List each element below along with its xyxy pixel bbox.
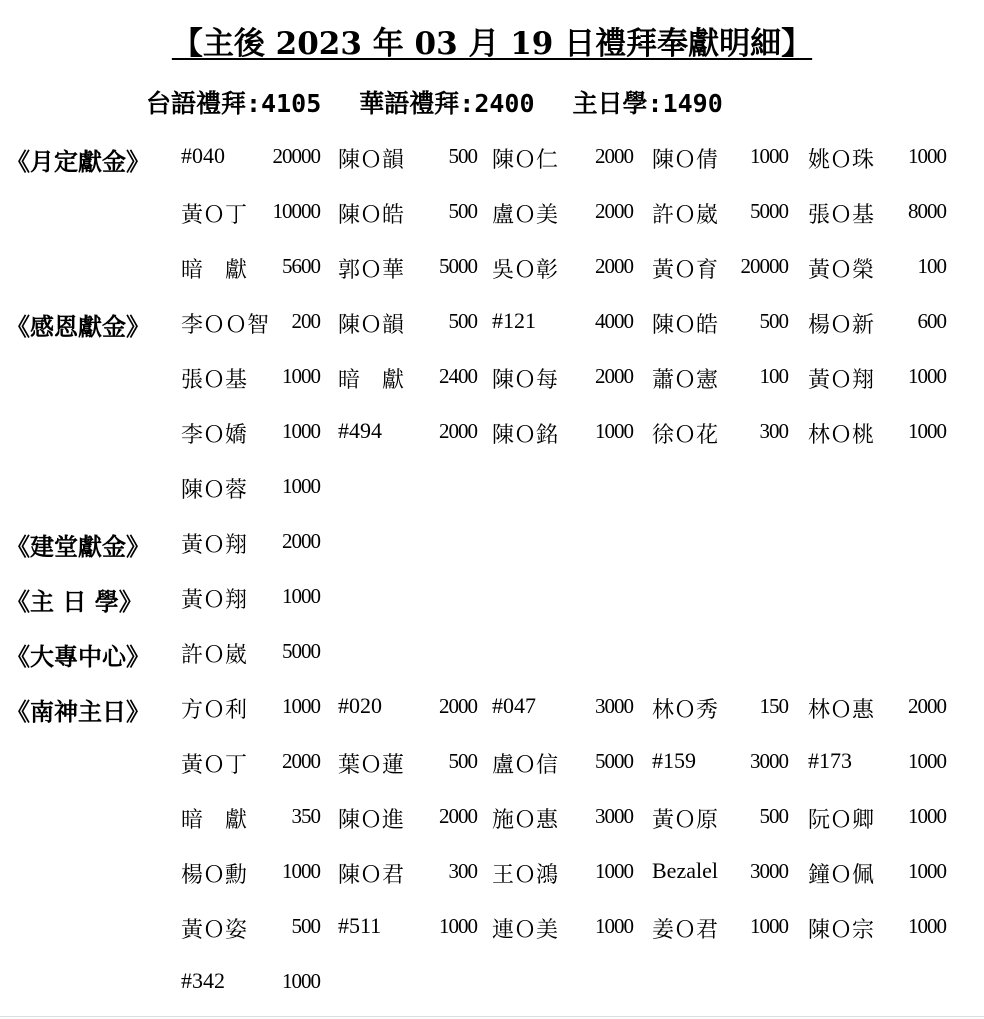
- donation-amount: 5000: [282, 639, 320, 663]
- donation-amount: 1000: [282, 364, 320, 388]
- donor-name: #047: [492, 693, 536, 718]
- donation-amount: 500: [448, 309, 477, 333]
- donation-amount: 2000: [595, 364, 633, 388]
- divider: [0, 1016, 984, 1017]
- donor-name: 陳Ｏ皓: [338, 202, 405, 227]
- donor-name: 施Ｏ惠: [492, 807, 559, 832]
- donor-name: 姜Ｏ君: [652, 917, 719, 942]
- donation-amount: 1000: [282, 584, 320, 608]
- donor-name: 李ＯＯ智: [181, 312, 270, 337]
- donor-name: 徐Ｏ花: [652, 422, 719, 447]
- donation-amount: 2400: [439, 364, 477, 388]
- category-label: 《主 日 學》: [6, 587, 143, 616]
- donation-amount: 2000: [595, 144, 633, 168]
- donor-name: 張Ｏ基: [181, 367, 248, 392]
- donor-name: 王Ｏ鴻: [492, 862, 559, 887]
- donor-name: 陳Ｏ倩: [652, 147, 719, 172]
- donation-amount: 1000: [908, 859, 946, 883]
- donor-name: 陳Ｏ韻: [338, 147, 405, 172]
- donor-name: #121: [492, 308, 536, 333]
- donation-amount: 1000: [908, 914, 946, 938]
- donation-amount: 1000: [439, 914, 477, 938]
- donation-amount: 1000: [908, 144, 946, 168]
- stat-taiwanese: 台語禮拜:4105: [146, 89, 322, 118]
- donor-name: 陳Ｏ蓉: [181, 477, 248, 502]
- donor-name: 暗 獻: [181, 807, 248, 832]
- donor-name: 盧Ｏ美: [492, 202, 559, 227]
- donor-name: 楊Ｏ新: [808, 312, 875, 337]
- donation-amount: 1000: [908, 749, 946, 773]
- donor-name: 林Ｏ桃: [808, 422, 875, 447]
- donation-amount: 8000: [908, 199, 946, 223]
- category-label: 《建堂獻金》: [6, 532, 150, 561]
- donation-amount: 2000: [595, 254, 633, 278]
- donation-amount: 2000: [282, 529, 320, 553]
- attendance-stats: [146, 84, 723, 120]
- donor-name: 鐘Ｏ佩: [808, 862, 875, 887]
- donor-name: 盧Ｏ信: [492, 752, 559, 777]
- donor-name: 李Ｏ嬌: [181, 422, 248, 447]
- donation-amount: 20000: [740, 254, 788, 278]
- donor-name: #173: [808, 748, 852, 773]
- donation-amount: 2000: [439, 694, 477, 718]
- donation-amount: 100: [759, 364, 788, 388]
- donation-amount: 1000: [750, 914, 788, 938]
- donation-amount: 2000: [595, 199, 633, 223]
- page-title: [0, 18, 984, 63]
- donor-name: 黃Ｏ原: [652, 807, 719, 832]
- donation-amount: 5000: [595, 749, 633, 773]
- donor-name: 暗 獻: [181, 257, 248, 282]
- donor-name: 吳Ｏ彰: [492, 257, 559, 282]
- donation-amount: 3000: [750, 859, 788, 883]
- donation-amount: 1000: [282, 419, 320, 443]
- donation-amount: 500: [448, 144, 477, 168]
- donor-name: 陳Ｏ每: [492, 367, 559, 392]
- donation-amount: 500: [448, 749, 477, 773]
- donation-amount: 3000: [595, 804, 633, 828]
- donation-amount: 2000: [282, 749, 320, 773]
- donor-name: 連Ｏ美: [492, 917, 559, 942]
- donation-amount: 20000: [272, 144, 320, 168]
- donor-name: 陳Ｏ銘: [492, 422, 559, 447]
- donation-amount: 1000: [282, 859, 320, 883]
- page-title-text: 【主後 2023 年 03 月 19 日禮拜奉獻明細】: [171, 26, 813, 62]
- donation-amount: 350: [291, 804, 320, 828]
- donor-name: 蕭Ｏ憲: [652, 367, 719, 392]
- donor-name: #020: [338, 693, 382, 718]
- donation-amount: 300: [448, 859, 477, 883]
- donor-name: 阮Ｏ卿: [808, 807, 875, 832]
- donor-name: 黃Ｏ翔: [808, 367, 875, 392]
- donation-amount: 500: [448, 199, 477, 223]
- donor-name: 陳Ｏ君: [338, 862, 405, 887]
- donation-amount: 600: [917, 309, 946, 333]
- donor-name: 暗 獻: [338, 367, 405, 392]
- donor-name: 張Ｏ基: [808, 202, 875, 227]
- donation-amount: 1000: [282, 969, 320, 993]
- donation-amount: 1000: [595, 914, 633, 938]
- donation-amount: 500: [759, 804, 788, 828]
- donation-amount: 1000: [282, 694, 320, 718]
- donor-name: 黃Ｏ育: [652, 257, 719, 282]
- donation-amount: 4000: [595, 309, 633, 333]
- donor-name: 黃Ｏ翔: [181, 587, 248, 612]
- donor-name: 陳Ｏ宗: [808, 917, 875, 942]
- stat-mandarin: 華語禮拜:2400: [359, 89, 535, 118]
- donor-name: 許Ｏ崴: [181, 642, 248, 667]
- donation-amount: 1000: [595, 859, 633, 883]
- donation-amount: 1000: [908, 419, 946, 443]
- donation-amount: 10000: [272, 199, 320, 223]
- category-label: 《大專中心》: [6, 642, 150, 671]
- donation-amount: 1000: [908, 804, 946, 828]
- donor-name: 方Ｏ利: [181, 697, 248, 722]
- donor-name: 黃Ｏ翔: [181, 532, 248, 557]
- donation-amount: 1000: [595, 419, 633, 443]
- category-label: 《月定獻金》: [6, 147, 150, 176]
- donation-amount: 2000: [439, 419, 477, 443]
- donor-name: 許Ｏ崴: [652, 202, 719, 227]
- donation-amount: 3000: [595, 694, 633, 718]
- donation-amount: 2000: [439, 804, 477, 828]
- donation-amount: 150: [759, 694, 788, 718]
- donation-amount: 1000: [908, 364, 946, 388]
- category-label: 《南神主日》: [6, 697, 150, 726]
- donation-amount: 300: [759, 419, 788, 443]
- donor-name: 葉Ｏ蓮: [338, 752, 405, 777]
- donor-name: 黃Ｏ丁: [181, 752, 248, 777]
- donor-name: Bezalel: [652, 858, 718, 883]
- donor-name: 陳Ｏ進: [338, 807, 405, 832]
- donor-name: 陳Ｏ韻: [338, 312, 405, 337]
- donor-name: #159: [652, 748, 696, 773]
- donor-name: 郭Ｏ華: [338, 257, 405, 282]
- donor-name: #511: [338, 913, 382, 938]
- donation-amount: 500: [291, 914, 320, 938]
- donor-name: 黃Ｏ姿: [181, 917, 248, 942]
- donation-amount: 1000: [282, 474, 320, 498]
- donor-name: 林Ｏ秀: [652, 697, 719, 722]
- stat-sunday-school: 主日學:1490: [572, 89, 723, 118]
- donor-name: 黃Ｏ丁: [181, 202, 248, 227]
- donation-amount: 5000: [439, 254, 477, 278]
- donor-name: 陳Ｏ皓: [652, 312, 719, 337]
- donation-amount: 2000: [908, 694, 946, 718]
- donor-name: 陳Ｏ仁: [492, 147, 559, 172]
- donor-name: #040: [181, 143, 225, 168]
- donor-name: 姚Ｏ珠: [808, 147, 875, 172]
- donor-name: 楊Ｏ勳: [181, 862, 248, 887]
- donor-name: 林Ｏ惠: [808, 697, 875, 722]
- category-label: 《感恩獻金》: [6, 312, 150, 341]
- donor-name: #342: [181, 968, 225, 993]
- donor-name: #494: [338, 418, 382, 443]
- donor-name: 黃Ｏ榮: [808, 257, 875, 282]
- donation-amount: 500: [759, 309, 788, 333]
- donation-amount: 200: [291, 309, 320, 333]
- donation-amount: 5600: [282, 254, 320, 278]
- donation-amount: 100: [917, 254, 946, 278]
- donation-amount: 1000: [750, 144, 788, 168]
- donation-amount: 5000: [750, 199, 788, 223]
- donation-amount: 3000: [750, 749, 788, 773]
